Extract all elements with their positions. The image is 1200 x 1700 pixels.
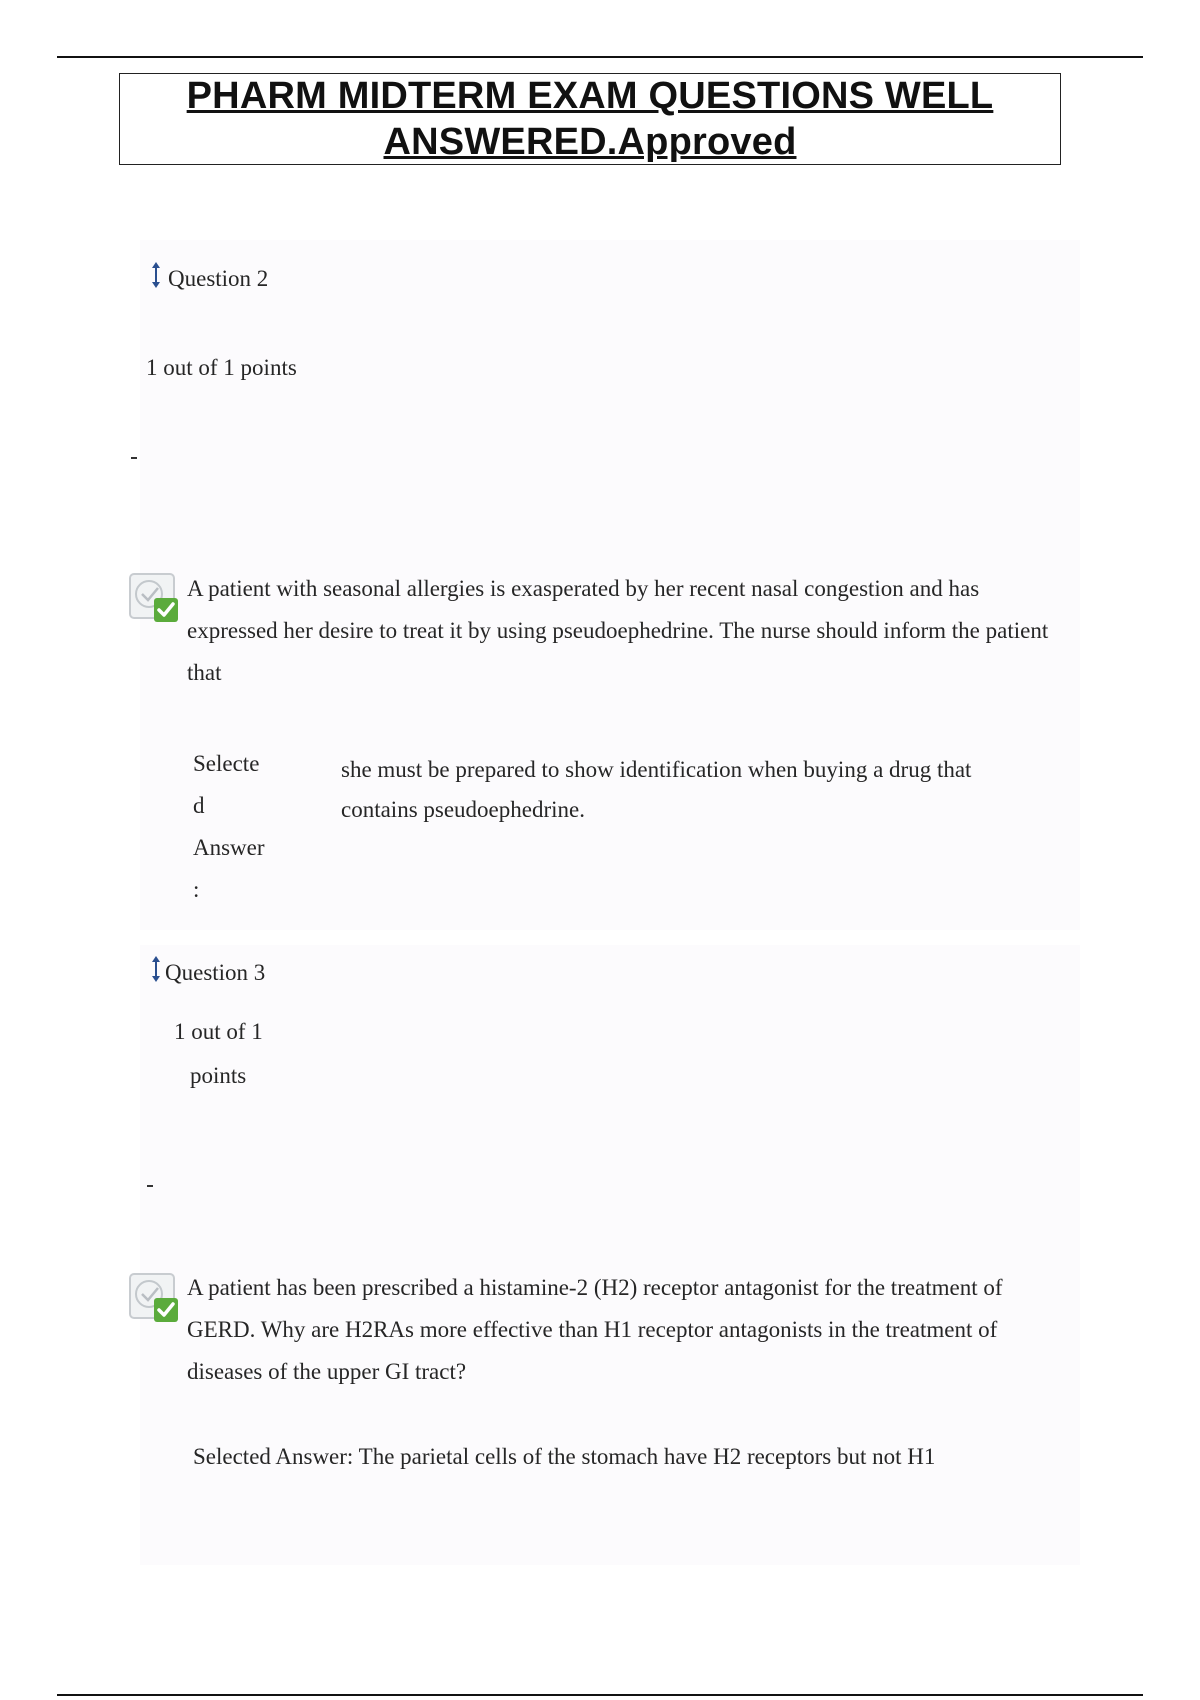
selected-answer-label-line: Selecte [193, 751, 260, 776]
question-2-label: Question 2 [168, 266, 269, 291]
top-rule [57, 56, 1143, 58]
bottom-rule [57, 1694, 1143, 1696]
question-3-label: Question 3 [165, 960, 266, 985]
separator-dash [147, 1185, 153, 1187]
updown-arrow-icon[interactable] [150, 262, 162, 288]
selected-answer-label-line: d [193, 793, 205, 818]
selected-answer-label [193, 743, 293, 911]
correct-check-icon [128, 572, 182, 626]
question-3-points-line-1: 1 out of 1 [174, 1019, 263, 1044]
title-box [119, 73, 1061, 165]
selected-answer-label-line: : [193, 877, 200, 902]
question-2-text: A patient with seasonal allergies is exasperated by her recent nasal congestion and has expressed her desire to treat it by using pseudoephedrine. The nurse should inform the patient that [187, 576, 1049, 685]
page-title-line-2: ANSWERED.Approved [383, 121, 797, 163]
question-3-points-line-2: points [190, 1063, 247, 1088]
question-3-selected-answer: Selected Answer: The parietal cells of the stomach have H2 receptors but not H1 [193, 1444, 936, 1469]
selected-answer-label-line: Answer [193, 835, 265, 860]
question-2-points: 1 out of 1 points [146, 355, 297, 380]
question-2-selected-answer: she must be prepared to show identification when buying a drug that contains pseudoephedrine. [341, 757, 972, 822]
correct-check-icon [128, 1272, 182, 1326]
question-3-text: A patient has been prescribed a histamine-2 (H2) receptor antagonist for the treatment of GERD. Why are H2RAs more effective than H1 receptor antagonists in the treatment of diseases of the upper GI tract? [187, 1275, 1003, 1384]
updown-arrow-icon[interactable] [150, 956, 162, 982]
separator-dash [131, 457, 137, 459]
page-title-line-1: PHARM MIDTERM EXAM QUESTIONS WELL [186, 75, 994, 117]
